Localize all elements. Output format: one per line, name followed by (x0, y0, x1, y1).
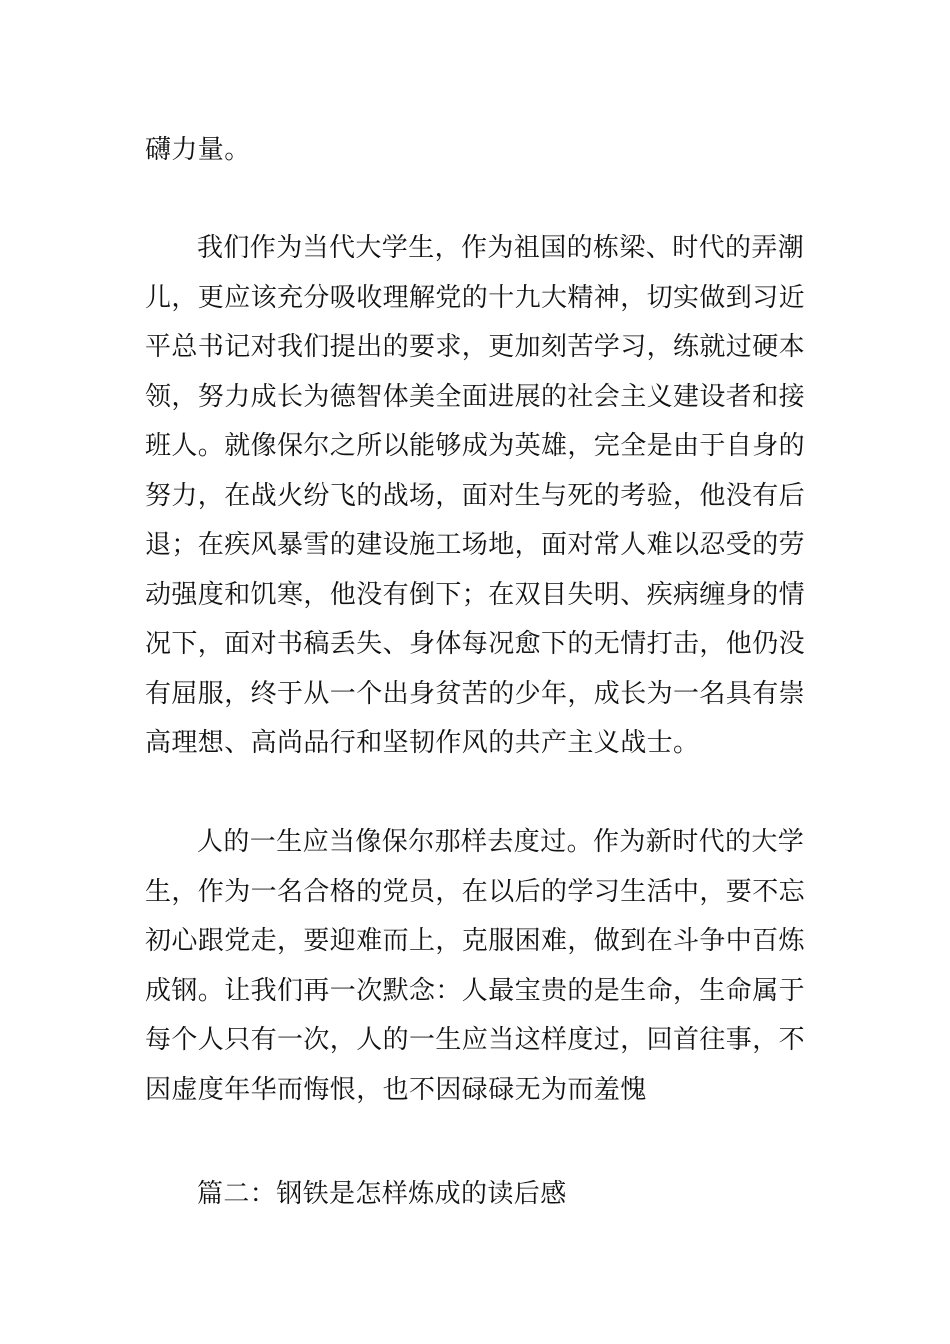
text-line: 有屈服，终于从一个出身贫苦的少年，成长为一名具有崇 (145, 678, 806, 709)
text-line: 生，作为一名合格的党员，在以后的学习生活中，要不忘 (145, 876, 806, 907)
text-line: 平总书记对我们提出的要求，更加刻苦学习，练就过硬本 (145, 332, 806, 362)
heading-text: 篇二：钢铁是怎样炼成的读后感 (197, 1179, 567, 1209)
text-line: 我们作为当代大学生，作为祖国的栋梁、时代的弄潮 (197, 233, 805, 263)
section-heading (145, 1170, 807, 1220)
text-line: 成钢。让我们再一次默念：人最宝贵的是生命，生命属于 (145, 975, 806, 1006)
text-line: 退；在疾风暴雪的建设施工场地，面对常人难以忍受的劳 (145, 530, 806, 560)
text-line: 班人。就像保尔之所以能够成为英雄，完全是由于自身的 (145, 431, 806, 461)
text-line: 初心跟党走，要迎难而上，克服困难，做到在斗争中百炼 (145, 926, 806, 956)
text-line: 动强度和饥寒，他没有倒下；在双目失明、疾病缠身的情 (145, 579, 806, 610)
text-line: 儿，更应该充分吸收理解党的十九大精神，切实做到习近 (145, 282, 806, 313)
text-line: 领，努力成长为德智体美全面进展的社会主义建设者和接 (145, 381, 806, 412)
paragraph-college-students (145, 224, 807, 769)
text-line: 高理想、高尚品行和坚韧作风的共产主义战士。 (145, 728, 700, 758)
paragraph-continuation (145, 126, 807, 176)
text-line: 努力，在战火纷飞的战场，面对生与死的考验，他没有后 (145, 480, 806, 511)
text-line: 况下，面对书稿丢失、身体每况愈下的无情打击，他仍没 (145, 629, 806, 659)
paragraph-life-reflection (145, 818, 807, 1115)
text-line: 礴力量。 (145, 135, 251, 165)
text-line: 人的一生应当像保尔那样去度过。作为新时代的大学 (197, 827, 805, 857)
text-line: 每个人只有一次，人的一生应当这样度过，回首往事，不 (145, 1025, 806, 1055)
text-line: 因虚度年华而悔恨，也不因碌碌无为而羞愧 (145, 1074, 647, 1105)
